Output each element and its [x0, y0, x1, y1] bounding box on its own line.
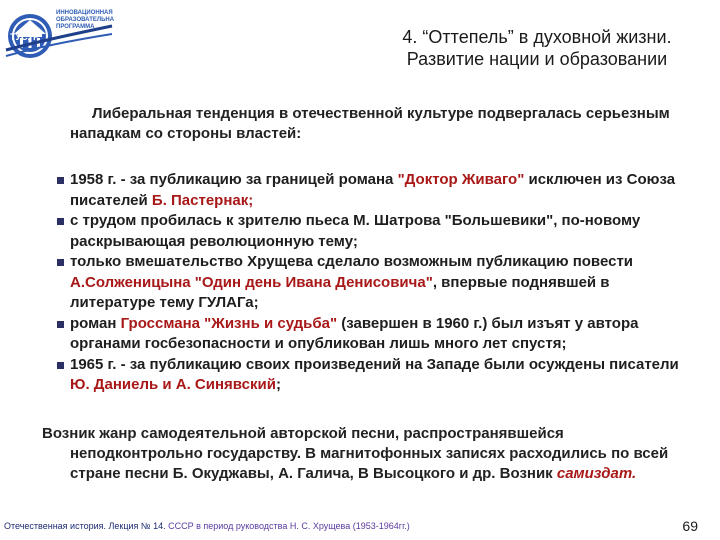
logo-line-3: ПРОГРАММА: [56, 24, 95, 30]
list-item: [70, 211, 682, 252]
closing-continuation: [42, 444, 672, 484]
list-item: [70, 170, 682, 211]
item-text: ;: [275, 376, 281, 393]
closing-line-1: Возник жанр самодеятельной авторской песни, распространявшейся: [42, 425, 564, 442]
item-text: , впервые поднявшей в литературе тему ГУЛАГа;: [70, 273, 610, 311]
closing-text: неподконтрольно государству. В магнитофонных записях расходились по всей стране песни Б. Окуджавы, А. Галича, В Высоцкого и др. Возник: [70, 445, 669, 482]
closing-highlight: самиздат.: [556, 465, 637, 482]
list-item: [70, 355, 682, 396]
logo-brand: ТУСУР: [10, 32, 40, 42]
closing-paragraph: [42, 424, 672, 484]
footer-caption: [4, 521, 410, 531]
university-emblem-icon: [4, 4, 114, 66]
item-text: 1965 г. - за публикацию своих произведений на Западе были осуждены писатели: [70, 355, 679, 373]
events-list: [70, 170, 682, 396]
item-text: 1958 г. - за публикацию за границей романа: [70, 171, 398, 188]
item-text: роман: [70, 314, 121, 332]
item-highlight: А.Солженицына "Один день Ивана Денисовича": [70, 273, 433, 291]
footer-topic: СССР в период руководства Н. С. Хрущева (1953-1964гг.): [168, 521, 410, 531]
square-bullet-icon: [57, 218, 64, 225]
square-bullet-icon: [57, 362, 64, 369]
item-text: (завершен в 1960 г.) был изъят у автора органами госбезопасности и опубликован лишь много лет спустя;: [70, 314, 639, 352]
logo-line-2: ОБРАЗОВАТЕЛЬНАЯ: [56, 17, 114, 23]
item-text: только вмешательство Хрущева сделало возможным публикацию повести: [70, 253, 634, 270]
intro-paragraph: Либеральная тенденция в отечественной культуре подвергалась серьезным нападкам со стороны властей:: [70, 105, 670, 142]
square-bullet-icon: [57, 321, 64, 328]
program-logo: [4, 4, 114, 66]
item-highlight: "Доктор Живаго": [397, 171, 525, 188]
footer-course: Отечественная история. Лекция № 14.: [4, 521, 169, 531]
page-number: 69: [682, 518, 698, 534]
list-item: [70, 252, 682, 314]
item-text: с трудом пробилась к зрителю пьеса М. Шатрова "Большевики", по-новому раскрывающая революционную тему;: [70, 212, 641, 250]
square-bullet-icon: [57, 177, 64, 184]
logo-line-1: ИННОВАЦИОННАЯ: [56, 10, 113, 16]
item-text: исключен из Союза писателей: [70, 171, 676, 209]
item-highlight: Ю. Даниель и А. Синявский: [70, 376, 276, 393]
square-bullet-icon: [57, 259, 64, 266]
item-highlight: Б. Пастернак;: [151, 191, 254, 209]
item-highlight: Гроссмана "Жизнь и судьба": [120, 314, 338, 332]
list-item: [70, 314, 682, 355]
slide-title: 4. “Оттепель” в духовной жизни. Развитие нации и образовании: [402, 27, 672, 69]
